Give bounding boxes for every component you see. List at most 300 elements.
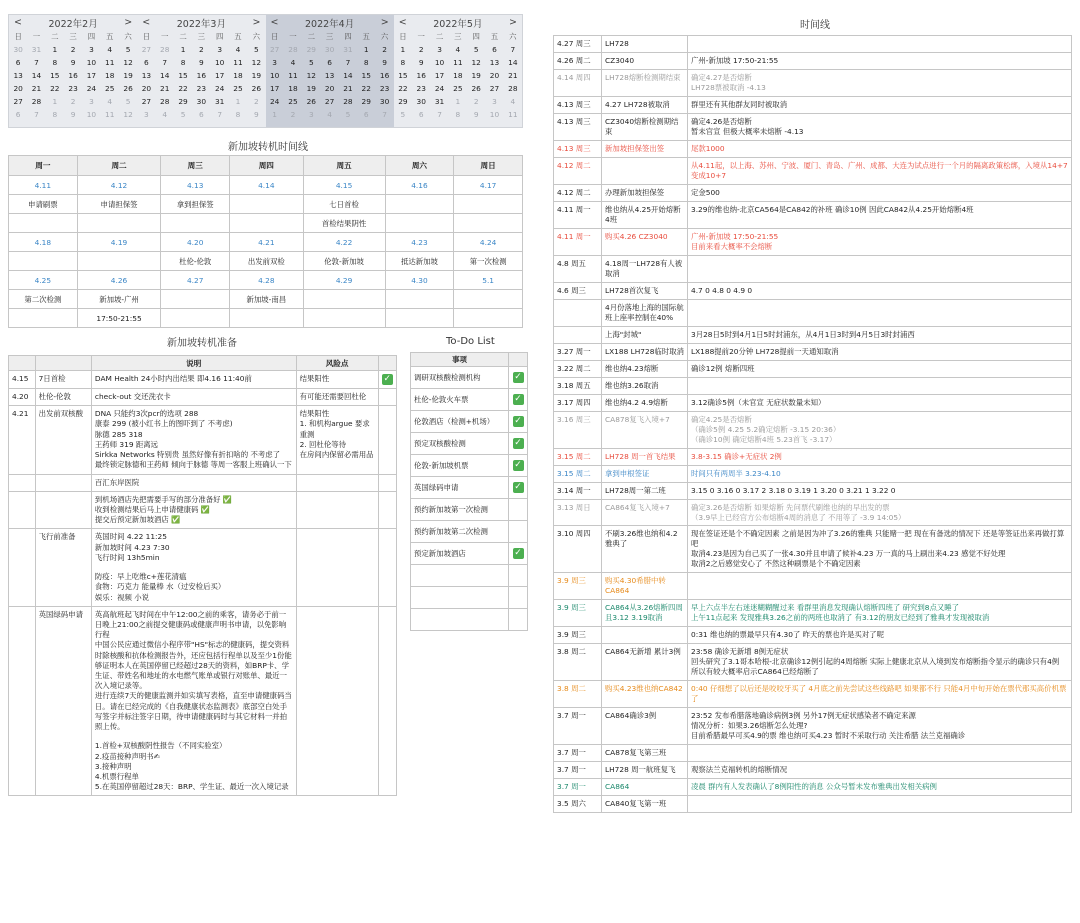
calendar-day[interactable]: 9 [382, 58, 387, 67]
calendar-day[interactable]: 28 [160, 97, 170, 106]
calendar-day[interactable]: 11 [508, 110, 518, 119]
calendar-day[interactable]: 1 [235, 97, 241, 106]
calendar-day[interactable]: 10 [214, 58, 225, 67]
prep-desc [91, 389, 296, 406]
calendar-day[interactable]: 4 [510, 97, 516, 106]
calendar-day[interactable]: 16 [379, 71, 390, 80]
todo-label: 预定双核酸检测 [411, 433, 509, 455]
calendar-day[interactable]: 28 [343, 97, 353, 106]
calendar-day[interactable]: 5 [125, 45, 131, 54]
calendar-day[interactable]: 5 [345, 110, 351, 119]
calendar-day[interactable]: 7 [437, 110, 442, 119]
timeline-event: 拿到申根签证 [602, 465, 688, 482]
prep-item: 7日首检 [35, 371, 91, 389]
calendar-day[interactable]: 25 [453, 84, 463, 93]
timeline-row [554, 113, 1072, 140]
prep-row [9, 474, 397, 491]
calendar-day[interactable]: 11 [105, 110, 115, 119]
calendar-day[interactable]: 9 [253, 110, 259, 119]
week-event-cell: 申请刷票 [9, 195, 78, 214]
calendar-day[interactable]: 31 [343, 45, 353, 54]
calendar-day[interactable]: 31 [31, 45, 42, 54]
calendar-day[interactable]: 1 [272, 110, 277, 119]
prep-check[interactable] [378, 491, 396, 529]
calendar-day[interactable]: 10 [269, 71, 280, 80]
calendar-day[interactable]: 29 [178, 97, 188, 106]
calendar-day[interactable]: 31 [214, 97, 225, 106]
todo-checkbox-cell[interactable] [509, 565, 528, 587]
timeline-row [554, 644, 1072, 681]
calendar-day[interactable]: 27 [269, 45, 280, 54]
weekday-label: 日 [399, 32, 407, 41]
calendar-day[interactable]: 23 [379, 84, 390, 93]
prep-header [9, 356, 36, 371]
calendar-day[interactable]: 29 [398, 97, 408, 106]
prep-risk [296, 371, 378, 389]
timeline-date: 3.7 周一 [554, 745, 602, 762]
prep-desc [91, 474, 296, 491]
calendar-day[interactable]: 14 [160, 71, 170, 80]
calendar-day[interactable]: 26 [306, 97, 316, 106]
calendar-day[interactable]: 3 [272, 58, 277, 67]
prep-risk [296, 529, 378, 606]
prep-desc-line [95, 732, 293, 741]
prep-header: 风险点 [296, 356, 378, 371]
calendar-day[interactable]: 5 [473, 45, 479, 54]
calendar-day[interactable]: 3 [89, 45, 94, 54]
week-event-cell: 抵达新加坡 [385, 252, 454, 271]
calendar-day[interactable]: 16 [416, 71, 426, 80]
calendar-day[interactable]: 9 [70, 58, 76, 67]
calendar-day[interactable]: 20 [13, 84, 23, 93]
calendar-day[interactable]: 15 [178, 71, 188, 80]
prep-desc-line: 最终锁定脉德和王药师 倾向于脉德 等周一客服上班确认一下 [94, 460, 292, 470]
todo-checkbox-cell[interactable] [509, 389, 528, 411]
calendar-day[interactable]: 4 [290, 58, 296, 67]
calendar-day[interactable]: 3 [492, 97, 497, 106]
calendar-day[interactable]: 11 [233, 58, 243, 67]
calendar-day[interactable]: 1 [52, 97, 58, 106]
calendar-day[interactable]: 30 [416, 97, 426, 106]
week-table-title: 新加坡转机时间线 [228, 142, 308, 153]
calendar-day[interactable]: 10 [434, 58, 445, 67]
calendar-day[interactable]: 10 [489, 110, 500, 119]
calendar-day[interactable]: 11 [453, 58, 463, 67]
week-event-cell [385, 195, 454, 214]
prep-risk [296, 491, 378, 529]
calendar-day[interactable]: 30 [13, 45, 23, 54]
timeline-note-line: 取消4.23是因为自己买了一张4.30并且申请了候补4.23 万一真的马上刷出来4.23 感觉不好处理 [691, 549, 1006, 559]
calendar-day[interactable]: 14 [31, 71, 42, 80]
calendar-day[interactable]: 23 [68, 84, 78, 93]
weekday-header: 周四 [230, 156, 303, 176]
calendar-day[interactable]: 7 [162, 58, 168, 67]
calendar-day[interactable]: 5 [400, 110, 406, 119]
calendar-day[interactable]: 15 [50, 71, 60, 80]
calendar-day[interactable]: 2 [290, 110, 296, 119]
prep-risk [296, 389, 378, 406]
todo-item [411, 587, 528, 609]
calendar-day[interactable]: 27 [489, 84, 500, 93]
checkbox-checked-icon[interactable]: ✓ [514, 548, 522, 558]
calendar-day[interactable]: 7 [34, 110, 39, 119]
calendar-day[interactable]: 3 [144, 110, 149, 119]
calendar-day[interactable]: 30 [324, 45, 335, 54]
prev-month-button[interactable]: < [14, 17, 22, 28]
timeline-note-line: （确诊10例 确定熔断4班 5.23首飞 -3.17） [691, 434, 837, 444]
calendar-day[interactable]: 3 [89, 97, 94, 106]
calendar-day[interactable]: 4 [162, 110, 168, 119]
calendar-day[interactable]: 22 [178, 84, 188, 93]
timeline-note-line: 目前希腊最早可买4.9的票 维也纳可买4.23 暂时不采取行动 关注希腊 法兰克福确诊 [691, 731, 966, 741]
calendar-day[interactable]: 8 [363, 58, 369, 67]
prep-item: 杜伦-伦敦 [35, 389, 91, 406]
todo-header: 事项 [411, 353, 509, 367]
timeline-event: LH728 周一首飞结果 [602, 448, 688, 465]
calendar-day[interactable]: 16 [68, 71, 78, 80]
week-event-cell [230, 214, 303, 233]
calendar-day[interactable]: 4 [327, 110, 332, 119]
calendar-day[interactable]: 28 [508, 84, 518, 93]
week-row [9, 252, 523, 271]
calendar-day[interactable]: 22 [361, 84, 371, 93]
weekday-label: 二 [307, 32, 315, 41]
calendar-day[interactable]: 29 [306, 45, 316, 54]
calendar-day[interactable]: 4 [455, 45, 461, 54]
week-date-cell: 4.19 [77, 233, 161, 252]
calendar-day[interactable]: 28 [31, 97, 42, 106]
todo-item [411, 543, 528, 565]
timeline-date: 3.10 周四 [554, 526, 602, 573]
prep-date: 4.15 [9, 371, 36, 389]
calendar-day[interactable]: 14 [508, 58, 518, 67]
calendar-day[interactable]: 8 [52, 58, 58, 67]
todo-checkbox-cell[interactable] [509, 433, 528, 455]
prep-desc [91, 371, 296, 389]
calendar-day[interactable]: 28 [160, 45, 170, 54]
calendar-day[interactable]: 2 [70, 97, 76, 106]
prep-desc [91, 406, 296, 474]
calendar-day[interactable]: 8 [235, 110, 241, 119]
prep-header [378, 356, 396, 371]
calendar-day[interactable]: 30 [196, 97, 207, 106]
calendar-day[interactable]: 7 [217, 110, 223, 119]
todo-checkbox-cell[interactable] [509, 411, 528, 433]
calendar-day[interactable]: 25 [288, 97, 298, 106]
week-event-cell [303, 290, 385, 309]
next-month-button[interactable]: > [124, 17, 133, 28]
todo-item [411, 609, 528, 631]
week-date-cell: 4.22 [303, 233, 385, 252]
calendar-day[interactable]: 1 [455, 97, 461, 106]
weekday-header: 周二 [77, 156, 161, 176]
calendar-day[interactable]: 11 [288, 71, 298, 80]
prep-check[interactable] [378, 606, 396, 796]
calendar-day[interactable]: 20 [489, 71, 500, 80]
calendar-day[interactable]: 6 [363, 110, 369, 119]
prep-desc-line: 脉德 285 318 [94, 429, 143, 439]
todo-checkbox-cell[interactable] [509, 477, 528, 499]
calendar-day[interactable]: 19 [123, 71, 133, 80]
prep-risk-line: 结果阳性 [299, 409, 330, 419]
prep-header [35, 356, 91, 371]
calendar-day[interactable]: 27 [141, 97, 152, 106]
calendar-day[interactable]: 1 [52, 45, 58, 54]
timeline-event [602, 157, 688, 184]
weekday-label: 一 [161, 32, 169, 41]
week-row [9, 195, 523, 214]
calendar-day[interactable]: 17 [214, 71, 225, 80]
prep-check[interactable] [378, 529, 396, 606]
prep-desc-line: 百汇东岸医院 [94, 477, 140, 487]
calendar-day[interactable]: 24 [86, 84, 97, 93]
calendar-day[interactable]: 4 [107, 45, 113, 54]
calendar-day[interactable]: 9 [70, 110, 76, 119]
calendar-day[interactable]: 19 [306, 84, 316, 93]
calendar-day[interactable]: 12 [306, 71, 316, 80]
checkbox-checked-icon[interactable]: ✓ [514, 482, 522, 492]
timeline-note [688, 482, 1072, 499]
todo-checkbox-cell[interactable] [509, 543, 528, 565]
calendar-day[interactable]: 23 [416, 84, 426, 93]
calendar-day[interactable]: 25 [105, 84, 115, 93]
calendar-day[interactable]: 4 [235, 45, 241, 54]
timeline-note-line: 0:40 仔细想了以后还是咬咬牙买了 4月底之前先尝试这些线路吧 如果都不行 只能4月中旬开始在票代那买高价机票了 [691, 684, 1067, 704]
calendar-day[interactable]: 7 [345, 58, 351, 67]
timeline-row [554, 377, 1072, 394]
calendar-day[interactable]: 2 [418, 45, 424, 54]
weekday-label: 五 [490, 32, 499, 41]
timeline-date: 3.16 周三 [554, 411, 602, 448]
calendar-day[interactable]: 19 [471, 71, 481, 80]
week-date-cell: 4.21 [230, 233, 303, 252]
weekday-label: 四 [472, 32, 480, 41]
calendar-day[interactable]: 24 [214, 84, 225, 93]
calendar-day[interactable]: 5 [180, 110, 186, 119]
todo-checkbox-cell[interactable] [509, 455, 528, 477]
calendar-day[interactable]: 6 [15, 58, 21, 67]
todo-checkbox-cell[interactable] [509, 521, 528, 543]
calendar-day[interactable]: 18 [453, 71, 463, 80]
calendar-day[interactable]: 21 [343, 84, 353, 93]
timeline-note [688, 228, 1072, 255]
prep-desc-line: 4.机票行程单 [94, 772, 139, 781]
calendar-day[interactable]: 26 [251, 84, 262, 93]
calendar-day[interactable]: 12 [471, 58, 481, 67]
todo-checkbox-cell[interactable] [509, 609, 528, 631]
calendar-day[interactable]: 5 [253, 45, 259, 54]
todo-label: 预定新加坡酒店 [411, 543, 509, 565]
prep-row [9, 406, 397, 474]
calendar-day[interactable]: 2 [199, 45, 204, 54]
checkbox-checked-icon[interactable]: ✓ [514, 438, 522, 448]
calendar-day[interactable]: 13 [13, 71, 23, 80]
calendar-day[interactable]: 8 [400, 58, 406, 67]
calendar-day[interactable]: 30 [379, 97, 390, 106]
calendar-day[interactable]: 27 [141, 45, 152, 54]
calendar-day[interactable]: 2 [70, 45, 76, 54]
week-date-cell: 4.13 [161, 176, 230, 195]
next-month-button[interactable]: > [252, 17, 261, 28]
timeline-note-line: 广州-新加坡 17:50-21:55 [691, 231, 779, 241]
calendar-day[interactable]: 15 [361, 71, 371, 80]
calendar-day[interactable]: 18 [288, 84, 298, 93]
next-month-button[interactable]: > [380, 17, 389, 28]
next-month-button[interactable]: > [509, 17, 517, 28]
week-date-cell: 4.17 [454, 176, 523, 195]
timeline-date [554, 326, 602, 343]
calendar-day[interactable]: 17 [86, 71, 97, 80]
timeline-note-line: 3.15 0 3.16 0 3.17 2 3.18 0 3.19 1 3.20 0 3.21 1 3.22 0 [691, 485, 896, 495]
calendar-day[interactable]: 17 [269, 84, 280, 93]
calendar-day[interactable]: 13 [141, 71, 152, 80]
calendar-day[interactable]: 9 [418, 58, 424, 67]
calendar-day[interactable]: 13 [489, 58, 500, 67]
calendar-day[interactable]: 9 [199, 58, 204, 67]
calendar-day[interactable]: 3 [308, 110, 314, 119]
calendar-day[interactable]: 29 [361, 97, 371, 106]
calendar-day[interactable]: 11 [105, 58, 115, 67]
calendar-day[interactable]: 26 [471, 84, 481, 93]
calendar-day[interactable]: 14 [343, 71, 353, 80]
calendar-day[interactable]: 6 [199, 110, 204, 119]
calendar-day[interactable]: 7 [382, 110, 387, 119]
prev-month-button[interactable]: < [142, 17, 151, 28]
calendar-month [266, 15, 394, 127]
timeline-note [688, 600, 1072, 627]
calendar-day[interactable]: 16 [196, 71, 207, 80]
weekday-label: 六 [509, 32, 517, 41]
week-event-cell [385, 214, 454, 233]
calendar-day[interactable]: 25 [233, 84, 243, 93]
calendar-day[interactable]: 7 [34, 58, 39, 67]
calendar-day[interactable]: 12 [123, 58, 133, 67]
timeline-date: 3.18 周五 [554, 377, 602, 394]
calendar-day[interactable]: 22 [50, 84, 60, 93]
calendar-day[interactable]: 18 [233, 71, 243, 80]
calendar-day[interactable]: 22 [398, 84, 408, 93]
todo-checkbox-cell[interactable] [509, 587, 528, 609]
calendar-day[interactable]: 6 [15, 110, 21, 119]
prev-month-button[interactable]: < [398, 17, 407, 28]
prev-month-button[interactable]: < [270, 17, 279, 28]
timeline-note [688, 201, 1072, 228]
todo-item [411, 455, 528, 477]
todo-item [411, 411, 528, 433]
timeline-row [554, 255, 1072, 282]
calendar-day[interactable]: 24 [269, 97, 280, 106]
calendar-day[interactable]: 5 [308, 58, 314, 67]
todo-checkbox-cell[interactable] [509, 367, 528, 389]
calendar-day[interactable]: 13 [324, 71, 335, 80]
calendar-day[interactable]: 6 [144, 58, 149, 67]
prep-item [35, 474, 91, 491]
timeline-note [688, 627, 1072, 644]
prep-check[interactable] [378, 389, 396, 406]
calendar-day[interactable]: 27 [13, 97, 23, 106]
prep-risk-line: 1. 和机构argue 要求重测 [299, 419, 370, 439]
timeline-row [554, 343, 1072, 360]
calendar-day[interactable]: 3 [437, 45, 442, 54]
calendar-day[interactable]: 20 [324, 84, 335, 93]
calendar-day[interactable]: 21 [508, 71, 518, 80]
calendar-day[interactable]: 4 [107, 97, 113, 106]
calendar-day[interactable]: 24 [434, 84, 445, 93]
weekday-label: 六 [124, 32, 132, 41]
calendar-day[interactable]: 10 [86, 110, 97, 119]
weekday-label: 六 [252, 32, 261, 41]
calendar-day[interactable]: 18 [105, 71, 115, 80]
timeline-date: 4.6 周三 [554, 282, 602, 299]
checkbox-checked-icon[interactable]: ✓ [514, 460, 522, 470]
calendar-day[interactable]: 10 [86, 58, 97, 67]
calendar-day[interactable]: 28 [288, 45, 298, 54]
prep-check[interactable] [378, 371, 396, 389]
calendar-day[interactable]: 2 [473, 97, 479, 106]
checkbox-checked-icon[interactable]: ✓ [514, 416, 522, 426]
prep-desc [91, 529, 296, 606]
calendar-day[interactable]: 8 [52, 110, 58, 119]
calendar-day[interactable]: 1 [400, 45, 406, 54]
calendar-day[interactable]: 31 [434, 97, 445, 106]
month-header [9, 15, 137, 30]
timeline-date: 3.14 周一 [554, 482, 602, 499]
calendar-day[interactable]: 21 [31, 84, 42, 93]
calendar-day[interactable]: 7 [510, 45, 516, 54]
calendar-day[interactable]: 8 [455, 110, 461, 119]
month-title: 2022年5月 [433, 18, 483, 30]
calendar-day[interactable]: 27 [324, 97, 335, 106]
prep-check[interactable] [378, 474, 396, 491]
timeline-event [602, 627, 688, 644]
checkbox-checked-icon[interactable]: ✓ [514, 394, 522, 404]
calendar-day[interactable]: 15 [398, 71, 408, 80]
calendar-day[interactable]: 6 [327, 58, 332, 67]
calendar-day[interactable]: 1 [363, 45, 369, 54]
calendar-day[interactable]: 8 [180, 58, 186, 67]
timeline-event: 4月份落地上海的国际航班上座率控制在40% [602, 299, 688, 326]
timeline-note-line: 0:31 维也纳的票最早只有4.30了 昨天的票也许是买对了呢 [691, 630, 884, 640]
calendar-day[interactable]: 6 [418, 110, 424, 119]
calendar-day[interactable]: 2 [382, 45, 387, 54]
prep-desc-line: 5.在英国停留超过28天：BRP、学生证、最近一次入境记录 [94, 782, 289, 792]
calendar-day[interactable]: 3 [217, 45, 223, 54]
calendar-day[interactable]: 17 [434, 71, 445, 80]
calendar-day[interactable]: 12 [251, 58, 262, 67]
calendar-day[interactable]: 23 [196, 84, 207, 93]
prep-item: 英国绿码申请 [35, 606, 91, 796]
calendar-day[interactable]: 1 [180, 45, 186, 54]
timeline-note [688, 448, 1072, 465]
calendar-day[interactable]: 21 [160, 84, 170, 93]
todo-label: 伦敦-新加坡机票 [411, 455, 509, 477]
prep-desc-line [95, 563, 293, 572]
calendar-day[interactable]: 2 [253, 97, 259, 106]
todo-checkbox-cell[interactable] [509, 499, 528, 521]
calendar-day[interactable]: 9 [473, 110, 479, 119]
timeline-note [688, 708, 1072, 745]
calendar-day[interactable]: 12 [123, 110, 133, 119]
calendar-day[interactable]: 20 [141, 84, 152, 93]
calendar-day[interactable]: 26 [123, 84, 133, 93]
calendar-day[interactable]: 6 [492, 45, 497, 54]
checkbox-checked-icon[interactable]: ✓ [383, 374, 392, 384]
checkbox-checked-icon[interactable]: ✓ [514, 372, 522, 382]
calendar-day[interactable]: 19 [251, 71, 262, 80]
timeline-row [554, 779, 1072, 796]
calendar-day[interactable]: 5 [125, 97, 131, 106]
prep-check[interactable] [378, 406, 396, 474]
